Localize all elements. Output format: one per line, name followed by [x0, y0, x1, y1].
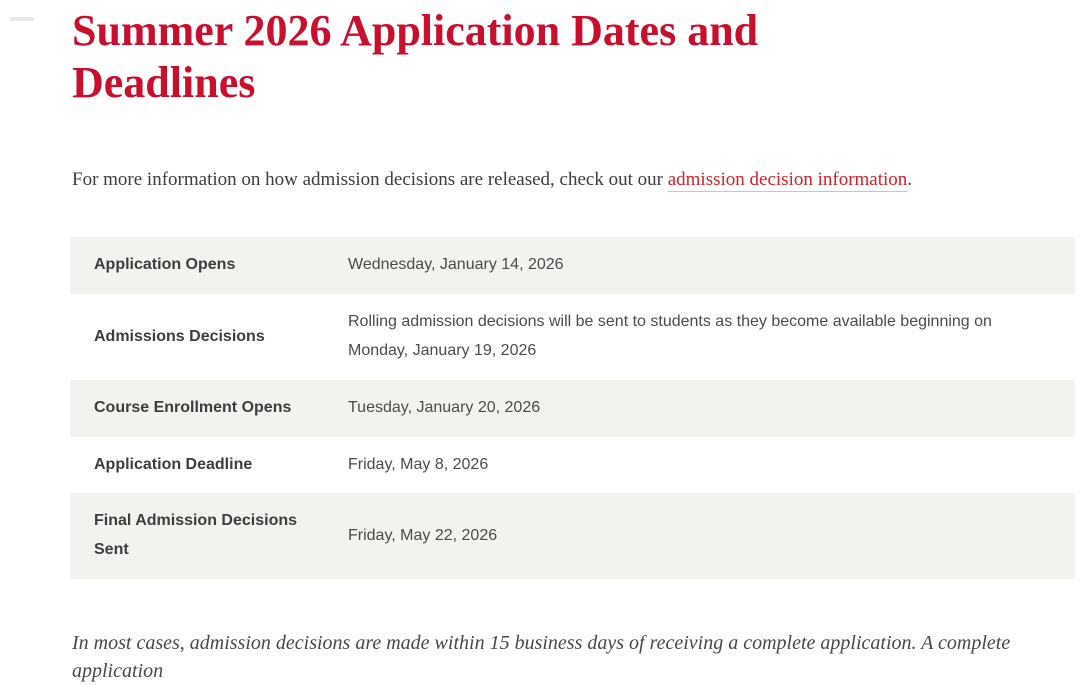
- anchor-dash: [10, 17, 34, 21]
- row-value: Rolling admission decisions will be sent to students as they become available beginning on Monday, January 19, 2026: [348, 313, 992, 359]
- admission-decision-information-link[interactable]: admission decision information: [667, 168, 908, 190]
- row-label: Admissions Decisions: [94, 327, 265, 345]
- table-row-course-enrollment-opens: [70, 380, 1075, 437]
- row-value: Tuesday, January 20, 2026: [348, 398, 541, 416]
- row-value: Friday, May 22, 2026: [348, 526, 498, 544]
- row-label: Course Enrollment Opens: [94, 398, 292, 416]
- page-title: Summer 2026 Application Dates and Deadlines: [72, 6, 759, 107]
- row-value: Friday, May 8, 2026: [348, 455, 489, 473]
- table-row-admissions-decisions: [70, 294, 1075, 380]
- row-value: Wednesday, January 14, 2026: [348, 256, 564, 274]
- table-row-application-opens: [70, 237, 1075, 294]
- row-label: Application Deadline: [94, 455, 253, 473]
- row-label: Final Admission Decisions Sent: [94, 512, 298, 559]
- table-row-final-admission-decisions-sent: [70, 493, 1075, 579]
- application-dates-table: [70, 237, 1075, 579]
- footnote-paragraph: In most cases, admission decisions are made within 15 business days of receiving a complete application. A complete application: [72, 631, 1011, 682]
- table-row-application-deadline: [70, 437, 1075, 494]
- intro-text-before: For more information on how admission decisions are released, check out our: [72, 168, 668, 190]
- intro-paragraph: [72, 167, 1032, 194]
- row-label: Application Opens: [94, 256, 236, 274]
- intro-text-after: .: [907, 168, 913, 190]
